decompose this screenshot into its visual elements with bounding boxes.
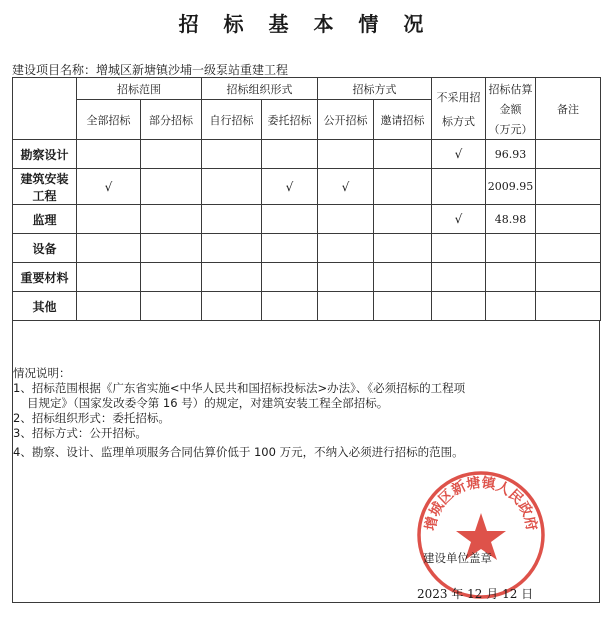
table-row	[13, 234, 601, 263]
subheader-all: 全部招标	[77, 100, 141, 140]
row-label: 其他	[13, 292, 77, 321]
stamp-caption: 建设单位盖章	[423, 551, 492, 565]
subheader-partial: 部分招标	[141, 100, 202, 140]
row-label: 监理	[13, 205, 77, 234]
notes-heading: 情况说明：	[13, 366, 71, 380]
table-row	[13, 205, 601, 234]
table-row	[13, 263, 601, 292]
row-label: 建筑安装 工程	[13, 169, 77, 205]
check-mark: √	[432, 140, 486, 169]
subheader-entrusted: 委托招标	[262, 100, 318, 140]
check-mark: √	[432, 205, 486, 234]
check-mark: √	[77, 169, 141, 205]
check-mark: √	[262, 169, 318, 205]
amount-value: 96.93	[486, 140, 536, 169]
stamp-date: 2023 年 12 月 12 日	[417, 587, 534, 601]
subheader-self: 自行招标	[202, 100, 262, 140]
bidding-table	[12, 77, 601, 321]
row-label: 设备	[13, 234, 77, 263]
table-row	[13, 292, 601, 321]
notes-text	[13, 366, 593, 460]
amount-value: 2009.95	[486, 169, 536, 205]
header-method: 招标方式	[318, 78, 432, 100]
note-item: 1、招标范围根据《广东省实施<中华人民共和国招标投标法>办法》、《必须招标的工程项	[13, 381, 466, 395]
header-scope: 招标范围	[77, 78, 202, 100]
note-item: 4、勘察、设计、监理单项服务合同估算价低于 100 万元，不纳入必须进行招标的范围。	[13, 445, 464, 459]
header-remark: 备注	[536, 78, 601, 140]
table-row	[13, 169, 601, 205]
page-title: 招 标 基 本 情 况	[178, 12, 433, 36]
project-name-line: 建设项目名称：增城区新塘镇沙埔一级泵站重建工程	[12, 63, 289, 77]
svg-text:增城区新塘镇人民政府: 增城区新塘镇人民政府	[422, 475, 540, 533]
check-mark: √	[318, 169, 374, 205]
notes-section	[12, 320, 600, 603]
note-item: 3、招标方式：公开招标。	[13, 426, 147, 440]
subheader-open: 公开招标	[318, 100, 374, 140]
note-item: 2、招标组织形式：委托招标。	[13, 411, 170, 425]
table-row	[13, 140, 601, 169]
official-seal-icon	[411, 465, 551, 605]
subheader-invited: 邀请招标	[374, 100, 432, 140]
row-label: 勘察设计	[13, 140, 77, 169]
header-estimate: 招标估算 金额 （万元）	[486, 78, 536, 140]
header-no-bid: 不采用招 标方式	[432, 78, 486, 140]
amount-value: 48.98	[486, 205, 536, 234]
header-org-form: 招标组织形式	[202, 78, 318, 100]
note-item: 目规定》（国家发改委令第 16 号）的规定，对建筑安装工程全部招标。	[27, 396, 389, 410]
row-label: 重要材料	[13, 263, 77, 292]
corner-cell	[13, 78, 77, 140]
